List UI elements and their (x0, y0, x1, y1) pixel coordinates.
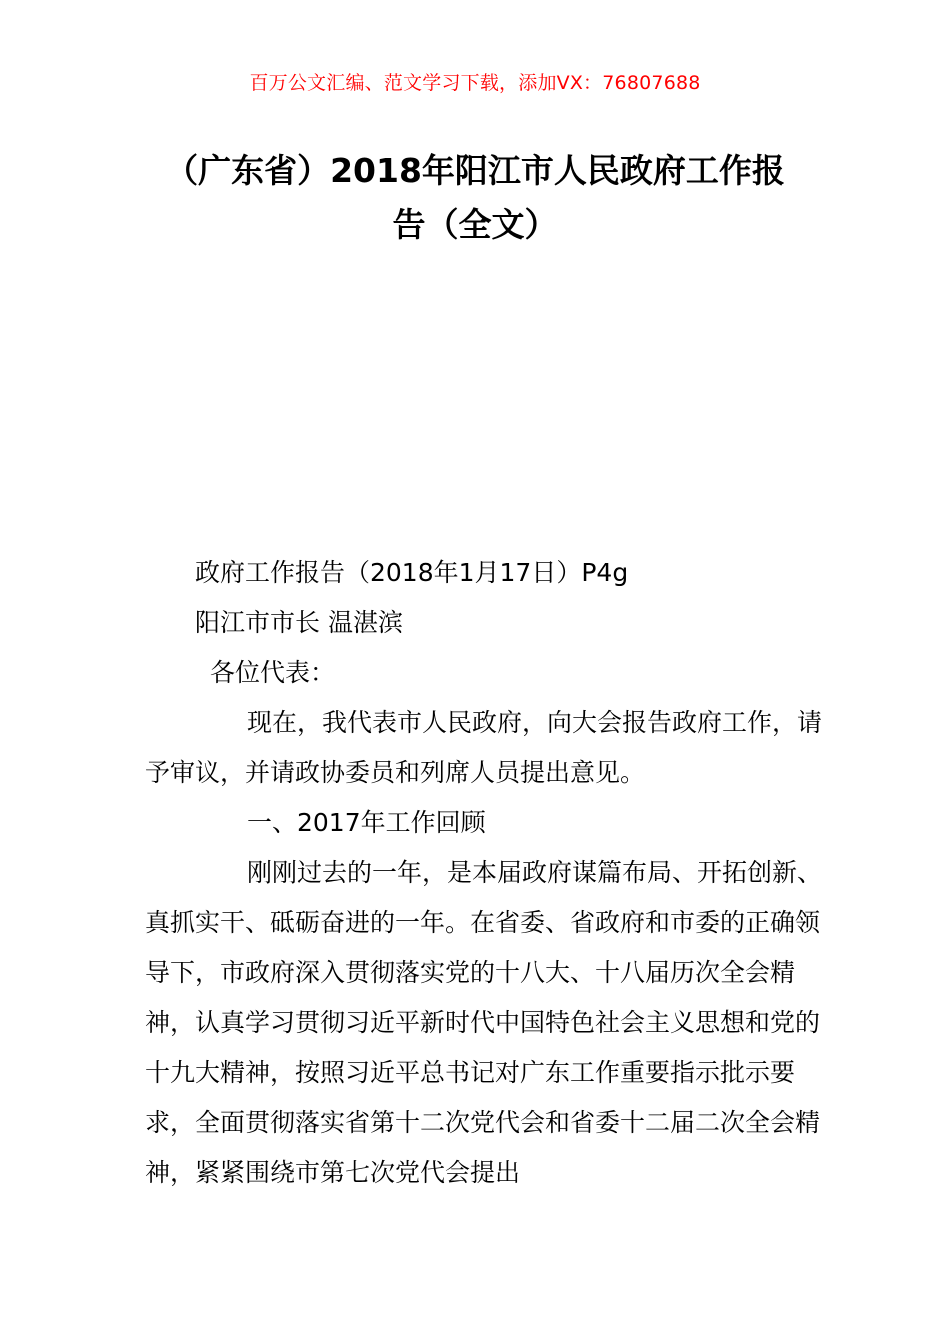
document-title-line-1: （广东省）2018年阳江市人民政府工作报 (165, 151, 785, 190)
opening-paragraph: 现在，我代表市人民政府，向大会报告政府工作，请予审议，并请政协委员和列席人员提出意见。 (145, 708, 823, 787)
document-title-line-2: 告（全文） (392, 205, 558, 244)
document-title (140, 144, 810, 252)
section-heading: 一、2017年工作回顾 (247, 808, 486, 837)
report-date-line: 政府工作报告（2018年1月17日）P4g (195, 558, 629, 587)
author-line: 阳江市市长 温湛滨 (195, 608, 403, 637)
salutation: 各位代表： (210, 658, 336, 687)
review-paragraph: 刚刚过去的一年，是本届政府谋篇布局、开拓创新、真抓实干、砥砺奋进的一年。在省委、省政府和市委的正确领导下，市政府深入贯彻落实党的十八大、十八届历次全会精神，认真学习贯彻习近平新时代中国特色社会主义思想和党的十九大精神，按照习近平总书记对广东工作重要指示批示要求，全面贯彻落实省第十二次党代会和省委十二届二次全会精神，紧紧围绕市第七次党代会提出 (145, 858, 823, 1187)
header-note: 百万公文汇编、范文学习下载，添加VX：76807688 (249, 72, 701, 94)
